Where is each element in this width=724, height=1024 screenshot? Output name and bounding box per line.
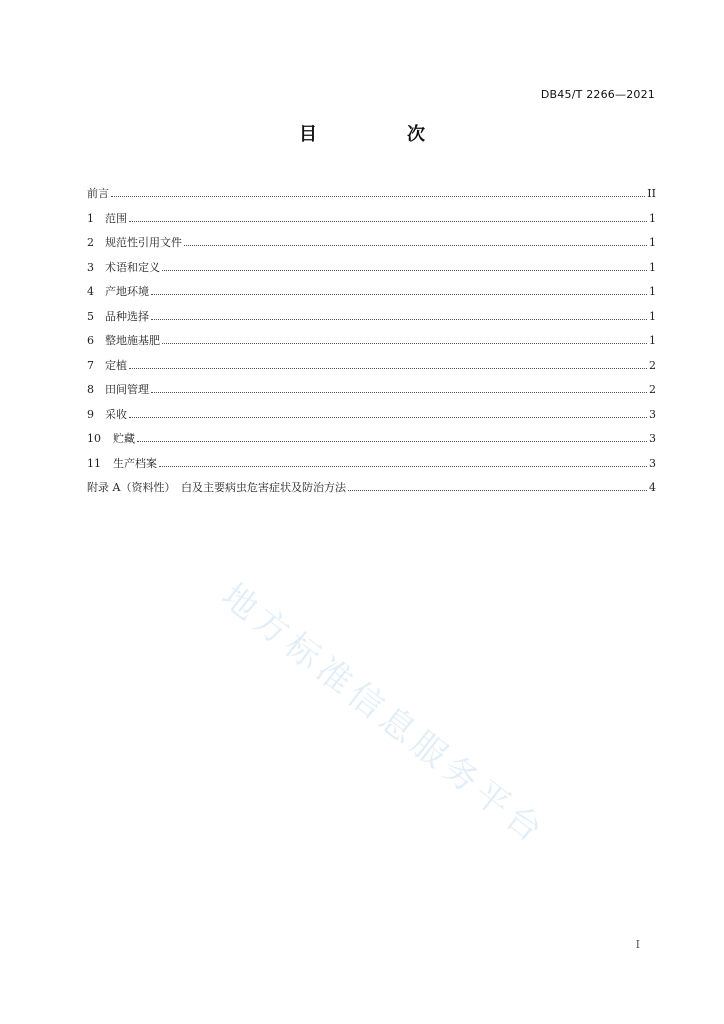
toc-entry-normative-references[interactable] [87, 234, 656, 259]
toc-entry-number: 8 [87, 383, 94, 396]
toc-entry-label: 产地环境 [105, 285, 149, 298]
toc-entry-page: II [647, 187, 656, 200]
toc-leader-dots [159, 466, 647, 467]
toc-entry-harvest[interactable] [87, 406, 656, 431]
toc-entry-number: 9 [87, 407, 94, 421]
toc-leader-dots [184, 245, 647, 246]
toc-entry-page: 1 [649, 334, 656, 347]
toc-entry-terms-definitions[interactable] [87, 259, 656, 284]
toc-entry-page: 1 [649, 309, 656, 323]
toc-entry-page: 4 [649, 481, 656, 494]
toc-entry-number: 1 [87, 211, 94, 225]
toc-entry-page: 3 [649, 432, 656, 445]
toc-entry-label: 品种选择 [105, 309, 149, 323]
table-of-contents [87, 185, 656, 504]
toc-entry-page: 2 [649, 383, 656, 396]
toc-entry-number: 2 [87, 236, 94, 249]
toc-entry-page: 3 [649, 407, 656, 421]
toc-entry-label: 田间管理 [105, 383, 149, 396]
toc-entry-page: 1 [649, 211, 656, 225]
toc-leader-dots [162, 270, 647, 271]
toc-leader-dots [129, 368, 647, 369]
toc-entry-appendix-a[interactable] [87, 479, 656, 504]
toc-entry-field-management[interactable] [87, 381, 656, 406]
toc-entry-page: 2 [649, 358, 656, 372]
toc-entry-label: 术语和定义 [105, 260, 160, 274]
toc-entry-page: 1 [649, 236, 656, 249]
toc-entry-label: 前言 [87, 187, 109, 200]
toc-leader-dots [137, 441, 647, 442]
toc-entry-page: 3 [649, 456, 656, 470]
toc-entry-number: 5 [87, 309, 94, 323]
toc-entry-land-preparation[interactable] [87, 332, 656, 357]
page-number: I [635, 938, 640, 951]
toc-entry-production-environment[interactable] [87, 283, 656, 308]
toc-entry-number: 4 [87, 285, 94, 298]
toc-entry-number: 11 [87, 456, 101, 470]
toc-entry-production-records[interactable] [87, 455, 656, 480]
toc-leader-dots [111, 196, 645, 197]
toc-entry-number: 7 [87, 358, 94, 372]
toc-entry-label: 附录 A（资料性） 白及主要病虫危害症状及防治方法 [87, 481, 346, 494]
toc-entry-label: 生产档案 [113, 456, 157, 470]
toc-leader-dots [129, 417, 647, 418]
toc-entry-label: 整地施基肥 [105, 334, 160, 347]
toc-entry-storage[interactable] [87, 430, 656, 455]
toc-leader-dots [151, 319, 647, 320]
toc-entry-label: 采收 [105, 407, 127, 421]
toc-entry-planting[interactable] [87, 357, 656, 382]
toc-leader-dots [151, 294, 647, 295]
standard-code: DB45/T 2266—2021 [540, 88, 655, 101]
toc-entry-number: 3 [87, 260, 94, 274]
toc-leader-dots [129, 221, 647, 222]
watermark-text: 地方标准信息服务平台 [213, 575, 554, 854]
toc-entry-label: 贮藏 [113, 432, 135, 445]
toc-leader-dots [348, 490, 647, 491]
toc-entry-scope[interactable] [87, 210, 656, 235]
toc-entry-label: 定植 [105, 358, 127, 372]
toc-entry-number: 10 [87, 432, 101, 445]
page-title: 目 次 [299, 124, 461, 145]
toc-entry-label: 规范性引用文件 [105, 236, 182, 249]
toc-entry-label: 范围 [105, 211, 127, 225]
toc-entry-foreword[interactable] [87, 185, 656, 210]
toc-entry-variety-selection[interactable] [87, 308, 656, 333]
toc-leader-dots [151, 392, 647, 393]
toc-entry-page: 1 [649, 260, 656, 274]
toc-entry-number: 6 [87, 334, 94, 347]
toc-leader-dots [162, 343, 647, 344]
toc-entry-page: 1 [649, 285, 656, 298]
